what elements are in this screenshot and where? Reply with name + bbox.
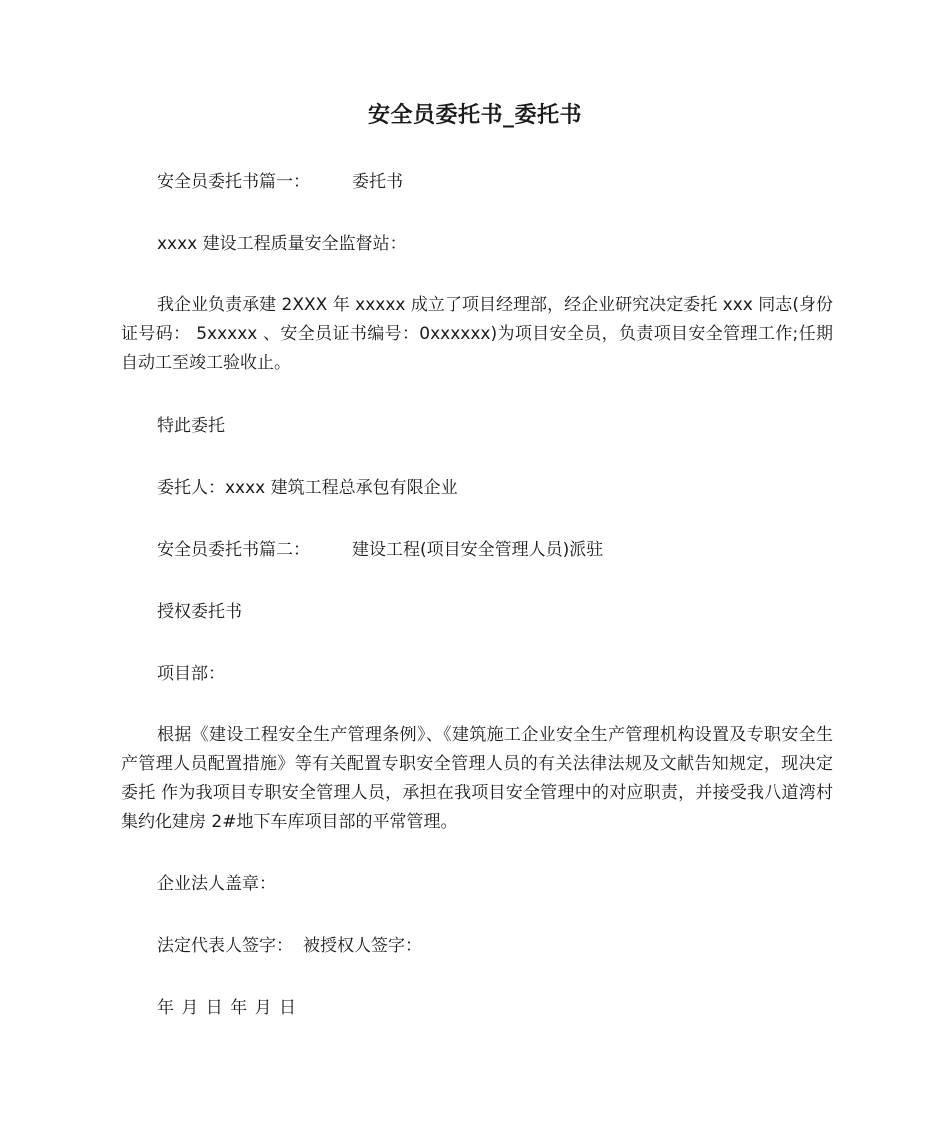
part1-heading (157, 167, 403, 197)
legal-rep-signature-label: 法定代表人签字： (157, 936, 293, 956)
signature-line (157, 931, 422, 961)
part2-heading (157, 535, 603, 565)
document-title: 安全员委托书_委托书 (367, 103, 582, 128)
part1-special: 特此委托 (157, 416, 225, 436)
part2-seal: 企业法人盖章： (157, 874, 276, 894)
part1-heading-value: 委托书 (352, 172, 403, 192)
date-line: 年 月 日 年 月 日 (157, 998, 298, 1018)
part1-principal: 委托人：xxxx 建筑工程总承包有限企业 (157, 478, 458, 498)
part2-heading-label: 安全员委托书篇二： (157, 540, 310, 560)
authorized-signature-label: 被授权人签字： (303, 936, 422, 956)
part1-heading-label: 安全员委托书篇一： (157, 172, 310, 192)
part2-heading-value: 建设工程(项目安全管理人员)派驻 (352, 540, 604, 560)
part2-body: 根据《建设工程安全生产管理条例》、《建筑施工企业安全生产管理机构设置及专职安全生产管理人员配置措施》等有关配置专职安全管理人员的有关法律法规及文献告知规定，现决定委托 作为我项目专职安全管理人员，承担在我项目安全管理中的对应职责，并接受我八道湾村集约化建房 2#地下车库项目部的平常管理。 (121, 725, 833, 832)
part2-subtitle: 授权委托书 (157, 602, 242, 622)
part1-body: 我企业负责承建 2XXX 年 xxxxx 成立了项目经理部，经企业研究决定委托 xxx 同志(身份证号码： 5xxxxx 、安全员证书编号：0xxxxxx)为项目安全员，负责项目安全管理工作;任期自动工至竣工验收止。 (121, 295, 833, 373)
part1-addressee: xxxx 建设工程质量安全监督站： (157, 234, 407, 254)
part2-addressee: 项目部： (157, 664, 225, 684)
